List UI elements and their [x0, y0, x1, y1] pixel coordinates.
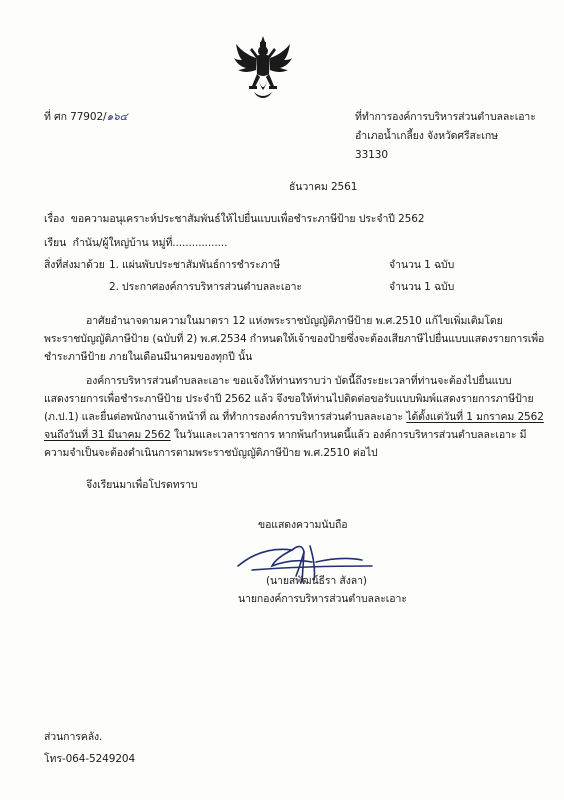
paragraph2-line5: ความจำเป็นจะต้องดำเนินการตามพระราชบัญญัติภาษีป้าย พ.ศ.2510 ต่อไป: [44, 447, 378, 459]
subject-label: เรื่อง: [44, 213, 65, 225]
reference-number: [44, 110, 127, 124]
deadline-start: ได้ตั้งแต่วันที่ 1 มกราคม 2562: [406, 411, 544, 423]
paragraph2-line3-text: (ภ.ป.1) และยื่นต่อพนักงานเจ้าหน้าที่ ณ ที่ทำการองค์การบริหารส่วนตำบลละเอาะ: [44, 411, 407, 423]
reference-handwritten: ๑๖๔: [106, 111, 128, 123]
regards-text: ขอแสดงความนับถือ: [258, 519, 348, 531]
footer-department: ส่วนการคลัง.: [44, 731, 103, 743]
enclosure-qty-2: จำนวน 1 ฉบับ: [389, 281, 455, 293]
paragraph2-line4-text: ในวันและเวลาราชการ หากพ้นกำหนดนี้แล้ว องค์การบริหารส่วนตำบลละเอาะ มี: [170, 429, 527, 441]
signatory-name: (นายสพัฒน์ธีรา สังลา): [266, 575, 367, 587]
enclosure-item-1: 1. แผ่นพับประชาสัมพันธ์การชำระภาษี: [109, 259, 281, 271]
recipient-label: เรียน: [44, 237, 67, 249]
enclosure-qty-1: จำนวน 1 ฉบับ: [389, 259, 455, 271]
paragraph2-line2: แสดงรายการเพื่อชำระภาษีป้าย ประจำปี 2562 แล้ว จึงขอให้ท่านไปติดต่อขอรับแบบพิมพ์แสดงรายการภาษีป้าย: [44, 393, 534, 405]
paragraph1-line3: ชำระภาษีป้าย ภายในเดือนมีนาคมของทุกปี นั้น: [44, 351, 253, 363]
signatory-position: นายกองค์การบริหารส่วนตำบลละเอาะ: [238, 593, 407, 605]
enclosure-item-2: 2. ประกาศองค์การบริหารส่วนตำบลละเอาะ: [109, 281, 302, 293]
subject-line: [44, 212, 424, 226]
footer-phone: โทร-064-5249204: [44, 753, 136, 765]
office-address-postcode: 33130: [355, 149, 388, 161]
office-address-line1: ที่ทำการองค์การบริหารส่วนตำบลละเอาะ: [355, 111, 536, 123]
reference-prefix: ที่ ศก 77902/: [44, 111, 107, 123]
office-address-line2: อำเภอน้ำเกลี้ยง จังหวัดศรีสะเกษ: [355, 130, 498, 142]
garuda-emblem-icon: [232, 34, 294, 102]
paragraph2-line4: [44, 428, 526, 442]
closing-text: จึงเรียนมาเพื่อโปรดทราบ: [86, 479, 198, 491]
deadline-end: จนถึงวันที่ 31 มีนาคม 2562: [44, 429, 171, 441]
recipient-line: [44, 236, 227, 250]
recipient-text: กำนัน/ผู้ใหญ่บ้าน หมู่ที่.................: [72, 237, 228, 249]
paragraph2-line1: องค์การบริหารส่วนตำบลละเอาะ ขอแจ้งให้ท่านทราบว่า บัดนี้ถึงระยะเวลาที่ท่านจะต้องไปยื่นแบบ: [86, 375, 512, 387]
paragraph2-line3: [44, 410, 544, 424]
subject-text: ขอความอนุเคราะห์ประชาสัมพันธ์ให้ไปยื่นแบบเพื่อชำระภาษีป้าย ประจำปี 2562: [70, 213, 425, 225]
paragraph1-line2: พระราชบัญญัติภาษีป้าย (ฉบับที่ 2) พ.ศ.2534 กำหนดให้เจ้าของป้ายซึ่งจะต้องเสียภาษีไปยื่นแบบแสดงรายการเพื่อ: [44, 333, 545, 345]
paragraph1-line1: อาศัยอำนาจตามความในมาตรา 12 แห่งพระราชบัญญัติภาษีป้าย พ.ศ.2510 แก้ไขเพิ่มเติมโดย: [86, 315, 503, 327]
enclosures-label: สิ่งที่ส่งมาด้วย: [44, 259, 105, 271]
letter-date: ธันวาคม 2561: [289, 181, 358, 193]
